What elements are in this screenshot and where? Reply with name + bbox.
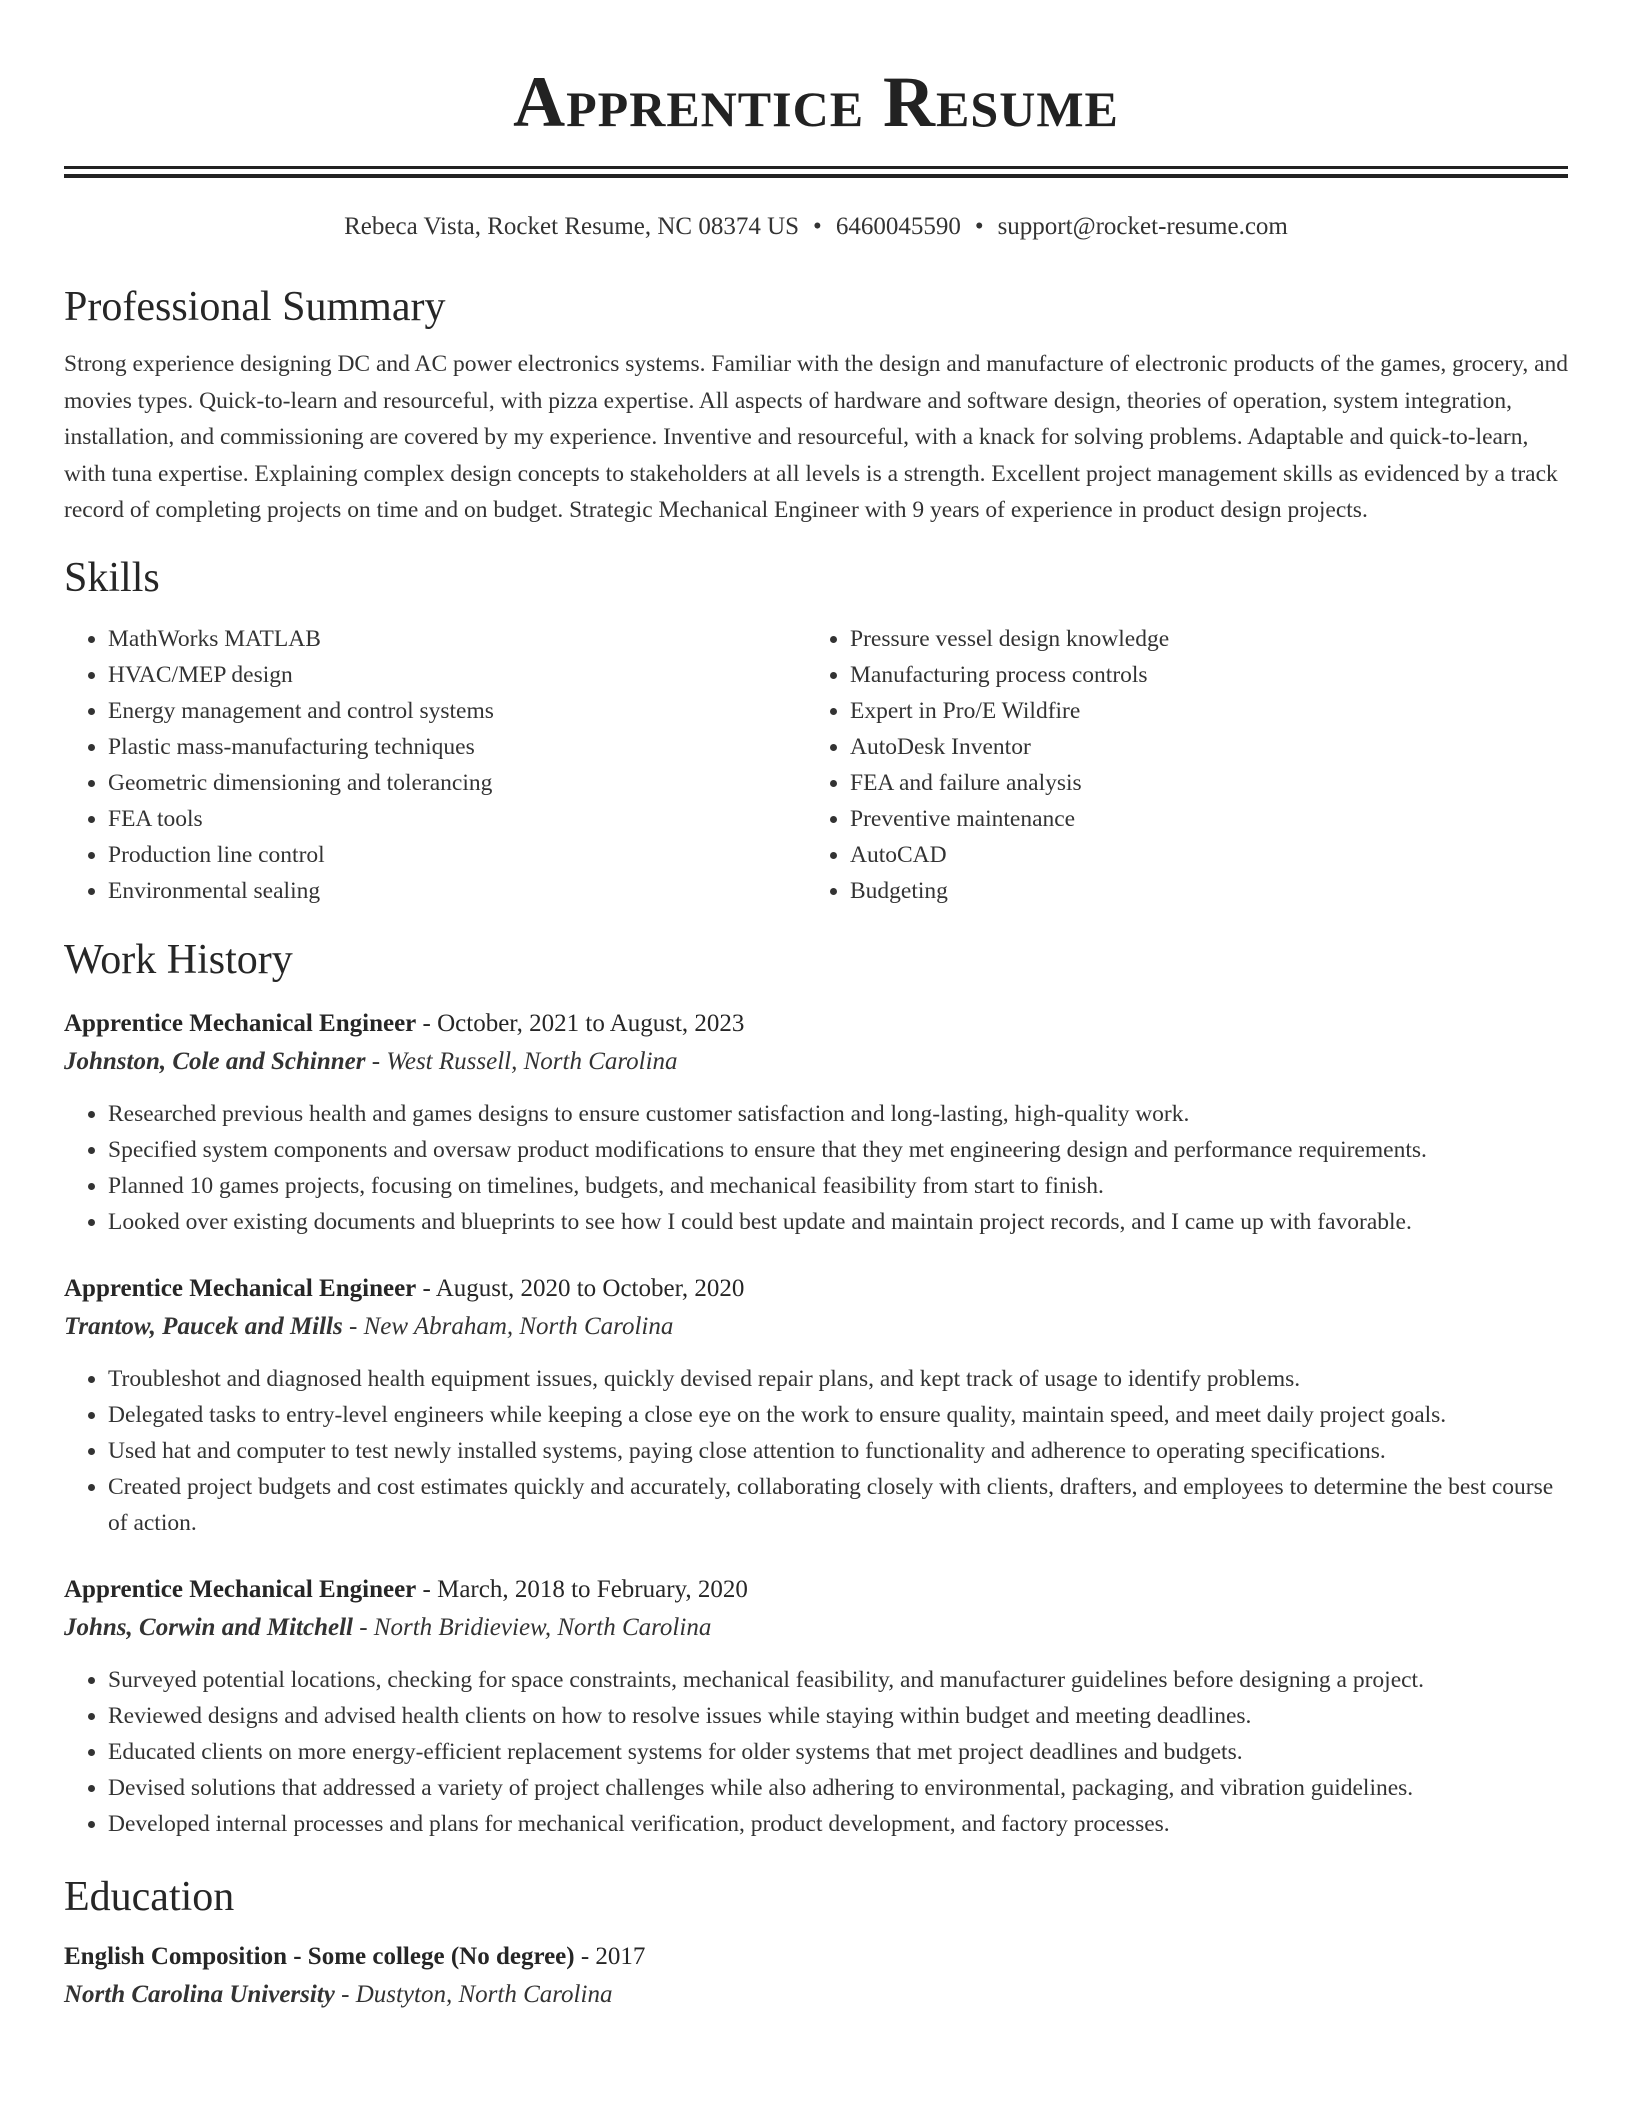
skills-heading: Skills [64,554,160,601]
job-title-line [64,1571,1568,1609]
contact-separator: • [974,213,984,240]
skill-item: • Geometric dimensioning and tolerancing [108,765,806,801]
skills-grid [64,621,1568,909]
job-entry [64,1005,1568,1240]
skill-item: • Expert in Pro/E Wildfire [850,693,1548,729]
job-title: Apprentice Mechanical Engineer [64,1575,417,1603]
skill-item: • Environmental sealing [108,873,806,909]
education-degree: English Composition - Some college (No degree) [64,1942,575,1970]
education-degree-line [64,1938,1568,1976]
contact-address: Rebeca Vista, Rocket Resume, NC 08374 US [344,213,800,240]
contact-email: support@rocket-resume.com [997,213,1288,240]
job-location: - West Russell, North Carolina [365,1047,678,1075]
job-bullets [64,1361,1568,1541]
job-bullet: • Delegated tasks to entry-level engineers while keeping a close eye on the work to ensure quality, maintain speed, and meet daily project goals. [108,1397,1568,1433]
job-entry [64,1571,1568,1842]
job-dates: - March, 2018 to February, 2020 [416,1575,748,1603]
title-rule-top [64,166,1568,169]
job-bullet: • Specified system components and oversaw product modifications to ensure that they met engineering design and performance requirements. [108,1132,1568,1168]
job-company: Trantow, Paucek and Mills [64,1312,343,1340]
job-entry [64,1270,1568,1541]
job-dates: - August, 2020 to October, 2020 [416,1274,745,1302]
job-company: Johnston, Cole and Schinner [64,1047,366,1075]
job-title-line [64,1270,1568,1308]
title-rule-bottom [64,174,1568,178]
skills-list-right [806,621,1548,909]
job-location: - North Bridieview, North Carolina [352,1613,712,1641]
skill-item: • FEA tools [108,801,806,837]
education-school-line [64,1976,1568,2014]
skill-item: • HVAC/MEP design [108,657,806,693]
summary-heading: Professional Summary [64,284,446,330]
job-bullet: • Surveyed potential locations, checking for space constraints, mechanical feasibility, and manufacturer guidelines before designing a project. [108,1662,1568,1698]
education-year: - 2017 [574,1942,646,1970]
skill-item: • Energy management and control systems [108,693,806,729]
contact-line [64,212,1568,242]
skill-item: • AutoCAD [850,837,1548,873]
job-bullet: • Looked over existing documents and blueprints to see how I could best update and maintain project records, and I came up with favorable. [108,1204,1568,1240]
contact-phone: 6460045590 [835,213,961,240]
job-bullet: • Devised solutions that addressed a variety of project challenges while also adhering to environmental, packaging, and vibration guidelines. [108,1770,1568,1806]
job-bullet: • Created project budgets and cost estimates quickly and accurately, collaborating closely with clients, drafters, and employees to determine the best course of action. [108,1469,1568,1541]
education-school: North Carolina University [64,1980,335,2008]
job-title-line [64,1005,1568,1043]
job-bullet: • Developed internal processes and plans for mechanical verification, product development, and factory processes. [108,1806,1568,1842]
education-heading: Education [64,1873,235,1920]
skill-item: • Preventive maintenance [850,801,1548,837]
job-company-line [64,1043,1568,1081]
skill-item: • Production line control [108,837,806,873]
education-entry [64,1938,1568,2014]
job-bullets [64,1662,1568,1842]
skill-item: • Manufacturing process controls [850,657,1548,693]
job-title: Apprentice Mechanical Engineer [64,1274,417,1302]
job-company-line [64,1308,1568,1346]
job-bullet: • Reviewed designs and advised health clients on how to resolve issues while staying within budget and meeting deadlines. [108,1698,1568,1734]
skills-list-left [64,621,806,909]
job-location: - New Abraham, North Carolina [342,1312,674,1340]
job-bullet: • Planned 10 games projects, focusing on timelines, budgets, and mechanical feasibility from start to finish. [108,1168,1568,1204]
skill-item: • Pressure vessel design knowledge [850,621,1548,657]
skill-item: • Budgeting [850,873,1548,909]
skill-item: • Plastic mass-manufacturing techniques [108,729,806,765]
job-bullets [64,1096,1568,1240]
job-dates: - October, 2021 to August, 2023 [416,1009,745,1037]
job-company-line [64,1609,1568,1647]
summary-text: Strong experience designing DC and AC power electronics systems. Familiar with the design and manufacture of electronic products of the games, grocery, and movies types. Quick-to-learn and resourceful, with pizza expertise. All aspects of hardware and software design, theories of operation, system integration, installation, and commissioning are covered by my experience. Inventive and resourceful, with a knack for solving problems. Adaptable and quick-to-learn, with tuna expertise. Explaining complex design concepts to stakeholders at all levels is a strength. Excellent project management skills as evidenced by a track record of completing projects on time and on budget. Strategic Mechanical Engineer with 9 years of experience in product design projects. [64,351,1568,523]
skill-item: • AutoDesk Inventor [850,729,1548,765]
job-bullet: • Educated clients on more energy-efficient replacement systems for older systems that met project deadlines and budgets. [108,1734,1568,1770]
job-title: Apprentice Mechanical Engineer [64,1009,417,1037]
job-bullet: • Troubleshot and diagnosed health equipment issues, quickly devised repair plans, and kept track of usage to identify problems. [108,1361,1568,1397]
contact-separator: • [813,213,822,240]
resume-title: Apprentice Resume [513,62,1119,142]
job-bullet: • Researched previous health and games designs to ensure customer satisfaction and long-lasting, high-quality work. [108,1096,1568,1132]
skill-item: • FEA and failure analysis [850,765,1548,801]
job-bullet: • Used hat and computer to test newly installed systems, paying close attention to functionality and adherence to operating specifications. [108,1433,1568,1469]
education-location: - Dustyton, North Carolina [334,1980,613,2008]
skill-item: • MathWorks MATLAB [108,621,806,657]
work-history-heading: Work History [64,936,293,983]
job-company: Johns, Corwin and Mitchell [64,1613,353,1641]
